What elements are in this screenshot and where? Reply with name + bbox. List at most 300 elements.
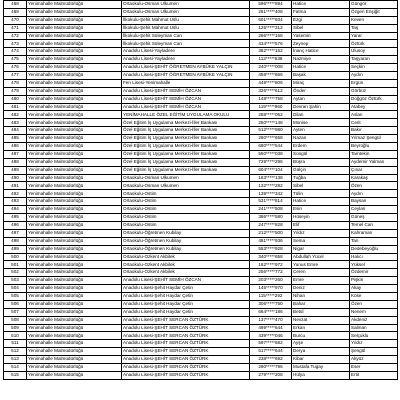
last-name-cell: Temel Can bbox=[350, 221, 398, 229]
first-name-cell: Bahar bbox=[292, 300, 350, 308]
row-number-cell: 513 bbox=[4, 356, 27, 364]
directorate-cell: Yenimahalle Malmüdürlüğü bbox=[27, 8, 122, 16]
first-name-cell: Devran Şahin bbox=[292, 103, 350, 111]
first-name-cell: Sibel bbox=[292, 24, 350, 32]
last-name-cell: Dedebeyoğlu bbox=[350, 245, 398, 253]
first-name-cell: Hatice bbox=[292, 198, 350, 206]
school-cell: İlkokulu-Şehit Mahmut Uslu bbox=[122, 16, 250, 24]
school-cell: İlkokulu-Şehit Mahmut Uslu bbox=[122, 24, 250, 32]
first-name-cell: Abdullah Yücel bbox=[292, 253, 350, 261]
school-cell: Anadolu Lisesi-Şehit Haydar Çetin bbox=[122, 292, 250, 300]
first-name-cell: Esin bbox=[292, 206, 350, 214]
directorate-cell: Yenimahalle Malmüdürlüğü bbox=[27, 24, 122, 32]
directorate-cell: Yenimahalle Malmüdürlüğü bbox=[27, 87, 122, 95]
directorate-cell: Yenimahalle Malmüdürlüğü bbox=[27, 348, 122, 356]
directorate-cell: Yenimahalle Malmüdürlüğü bbox=[27, 32, 122, 40]
row-number-cell: 507 bbox=[4, 308, 27, 316]
id-number-cell: 266*****158 bbox=[250, 32, 292, 40]
school-cell: Ortaokulu-Ozkent Akbilek bbox=[122, 253, 250, 261]
table-row bbox=[4, 72, 398, 80]
row-number-cell: 494 bbox=[4, 206, 27, 214]
id-number-cell: 386*****580 bbox=[250, 214, 292, 222]
last-name-cell: Bakır bbox=[350, 127, 398, 135]
last-name-cell: Ceylan bbox=[350, 206, 398, 214]
last-name-cell: Görbüz bbox=[350, 87, 398, 95]
directorate-cell: Yenimahalle Malmüdürlüğü bbox=[27, 150, 122, 158]
id-number-cell: 260*****658 bbox=[250, 135, 292, 143]
row-number-cell: 484 bbox=[4, 127, 27, 135]
table-row bbox=[4, 237, 398, 245]
first-name-cell: Kibar bbox=[292, 356, 350, 364]
id-number-cell: 137*****470 bbox=[250, 316, 292, 324]
table-row bbox=[4, 150, 398, 158]
directorate-cell: Yenimahalle Malmüdürlüğü bbox=[27, 292, 122, 300]
row-number-cell: 476 bbox=[4, 64, 27, 72]
table-row bbox=[4, 214, 398, 222]
row-number-cell: 504 bbox=[4, 285, 27, 293]
id-number-cell: 597*****682 bbox=[250, 340, 292, 348]
last-name-cell: Yılmaz Şengül bbox=[350, 135, 398, 143]
id-number-cell: 458*****866 bbox=[250, 72, 292, 80]
id-number-cell: 148*****758 bbox=[250, 95, 292, 103]
table-row bbox=[4, 64, 398, 72]
row-number-cell: 515 bbox=[4, 371, 27, 379]
school-cell: Anadolu Lisesi-ŞEHİT SEMİH ÖZCAN bbox=[122, 103, 250, 111]
table-row bbox=[4, 111, 398, 119]
first-name-cell: Nihan bbox=[292, 292, 350, 300]
table-row bbox=[4, 40, 398, 48]
first-name-cell: Sema bbox=[292, 237, 350, 245]
directorate-cell: Yenimahalle Malmüdürlüğü bbox=[27, 174, 122, 182]
first-name-cell: Ceren bbox=[292, 269, 350, 277]
row-number-cell: 498 bbox=[4, 237, 27, 245]
row-number-cell: 473 bbox=[4, 40, 27, 48]
first-name-cell: Gülçin bbox=[292, 166, 350, 174]
id-number-cell: 240*****008 bbox=[250, 64, 292, 72]
table-body bbox=[4, 1, 398, 380]
row-number-cell: 483 bbox=[4, 119, 27, 127]
school-cell: Ortaokulu-Ozkent Akbilek bbox=[122, 261, 250, 269]
table-row bbox=[4, 261, 398, 269]
directorate-cell: Yenimahalle Malmüdürlüğü bbox=[27, 316, 122, 324]
school-cell: Anadolu Lisesi-ŞEHİT SERCAN ÖZTÜRK bbox=[122, 348, 250, 356]
school-cell: Anadolu Lisesi-ŞEHİT SERCAN ÖZTÜRK bbox=[122, 340, 250, 348]
last-name-cell: Aslan bbox=[350, 111, 398, 119]
id-number-cell: 256*****772 bbox=[250, 269, 292, 277]
id-number-cell: 241*****508 bbox=[250, 206, 292, 214]
last-name-cell: Ertit bbox=[350, 371, 398, 379]
row-number-cell: 492 bbox=[4, 190, 27, 198]
directorate-cell: Yenimahalle Malmüdürlüğü bbox=[27, 363, 122, 371]
last-name-cell: Selçuklu bbox=[350, 332, 398, 340]
school-cell: Özel Eğitim İş Uygulama Merkezi-İller Bankası bbox=[122, 143, 250, 151]
last-name-cell: Güneş bbox=[350, 214, 398, 222]
directorate-cell: Yenimahalle Malmüdürlüğü bbox=[27, 308, 122, 316]
table-row bbox=[4, 348, 398, 356]
school-cell: Anadolu Lisesi-Şehit Haydar Çetin bbox=[122, 300, 250, 308]
directorate-cell: Yenimahalle Malmüdürlüğü bbox=[27, 1, 122, 9]
table-row bbox=[4, 206, 398, 214]
table-row bbox=[4, 340, 398, 348]
school-cell: Anadolu Lisesi-ŞEHİT SERCAN ÖZTÜRK bbox=[122, 324, 250, 332]
id-number-cell: 115*****292 bbox=[250, 292, 292, 300]
school-cell: Ortaokulu-Ostim bbox=[122, 214, 250, 222]
row-number-cell: 503 bbox=[4, 277, 27, 285]
school-cell: Özel Eğitim İş Uygulama Merkezi-İller Bankası bbox=[122, 150, 250, 158]
id-number-cell: 596*****894 bbox=[250, 1, 292, 9]
first-name-cell: Miraç bbox=[292, 79, 350, 87]
last-name-cell: Aydemir Yalman bbox=[350, 158, 398, 166]
row-number-cell: 482 bbox=[4, 111, 27, 119]
id-number-cell: 290*****796 bbox=[250, 363, 292, 371]
last-name-cell: Keven bbox=[350, 16, 398, 24]
row-number-cell: 478 bbox=[4, 79, 27, 87]
table-row bbox=[4, 166, 398, 174]
id-number-cell: 449*****806 bbox=[250, 79, 292, 87]
table-row bbox=[4, 95, 398, 103]
first-name-cell: Sibel bbox=[292, 182, 350, 190]
row-number-cell: 511 bbox=[4, 340, 27, 348]
first-name-cell: Ezgi bbox=[292, 16, 350, 24]
row-number-cell: 502 bbox=[4, 269, 27, 277]
directorate-cell: Yenimahalle Malmüdürlüğü bbox=[27, 95, 122, 103]
row-number-cell: 477 bbox=[4, 72, 27, 80]
last-name-cell: Cerit bbox=[350, 119, 398, 127]
first-name-cell: Hatice bbox=[292, 64, 350, 72]
first-name-cell: Betül bbox=[292, 308, 350, 316]
first-name-cell: Fatma bbox=[292, 8, 350, 16]
table-row bbox=[4, 363, 398, 371]
directorate-cell: Yenimahalle Malmüdürlüğü bbox=[27, 285, 122, 293]
first-name-cell: Mustafa Tugay bbox=[292, 363, 350, 371]
school-cell: Ortaokulu-Ostim bbox=[122, 198, 250, 206]
table-row bbox=[4, 371, 398, 379]
last-name-cell: Özgen Enşiğit bbox=[350, 8, 398, 16]
table-row bbox=[4, 56, 398, 64]
table-row bbox=[4, 277, 398, 285]
directorate-cell: Yenimahalle Malmüdürlüğü bbox=[27, 245, 122, 253]
last-name-cell: Akyüz bbox=[350, 356, 398, 364]
directorate-cell: Yenimahalle Malmüdürlüğü bbox=[27, 182, 122, 190]
directorate-cell: Yenimahalle Malmüdürlüğü bbox=[27, 190, 122, 198]
first-name-cell: Büşra bbox=[292, 158, 350, 166]
last-name-cell: Özen bbox=[350, 182, 398, 190]
last-name-cell: Öztürk bbox=[350, 40, 398, 48]
last-name-cell: Taşyaran bbox=[350, 56, 398, 64]
last-name-cell: Özdemir bbox=[350, 269, 398, 277]
row-number-cell: 474 bbox=[4, 48, 27, 56]
school-cell: Anadolu Lisesi-Şehit Haydar Çetin bbox=[122, 308, 250, 316]
first-name-cell: Hülya bbox=[292, 371, 350, 379]
last-name-cell: Akdeniz bbox=[350, 316, 398, 324]
last-name-cell: Taş bbox=[350, 24, 398, 32]
last-name-cell: Tamtekin bbox=[350, 150, 398, 158]
table-row bbox=[4, 300, 398, 308]
table-row bbox=[4, 308, 398, 316]
directorate-cell: Yenimahalle Malmüdürlüğü bbox=[27, 340, 122, 348]
table-row bbox=[4, 135, 398, 143]
directorate-cell: Yenimahalle Malmüdürlüğü bbox=[27, 79, 122, 87]
last-name-cell: Salman bbox=[350, 324, 398, 332]
school-cell: Ortaokulu-Osman Ulkumen bbox=[122, 1, 250, 9]
school-cell: Ortaokulu-Osman Ulkumen bbox=[122, 8, 250, 16]
id-number-cell: 125*****312 bbox=[250, 24, 292, 32]
school-cell: YENİMAHALLE ÖZEL EĞİTİM UYGULAMA OKULU bbox=[122, 111, 250, 119]
row-number-cell: 488 bbox=[4, 158, 27, 166]
school-cell: İlkokulu-Şehit Süleyman Can bbox=[122, 32, 250, 40]
school-cell: Ortaokulu-Ostim bbox=[122, 221, 250, 229]
first-name-cell: Önder bbox=[292, 87, 350, 95]
row-number-cell: 500 bbox=[4, 253, 27, 261]
directorate-cell: Yenimahalle Malmüdürlüğü bbox=[27, 261, 122, 269]
id-number-cell: 517*****644 bbox=[250, 348, 292, 356]
id-number-cell: 604*****104 bbox=[250, 166, 292, 174]
id-number-cell: 132*****282 bbox=[250, 182, 292, 190]
row-number-cell: 501 bbox=[4, 261, 27, 269]
school-cell: Özel Eğitim İş Uygulama Merkezi-İller Bankası bbox=[122, 158, 250, 166]
directorate-cell: Yenimahalle Malmüdürlüğü bbox=[27, 135, 122, 143]
directorate-cell: Yenimahalle Malmüdürlüğü bbox=[27, 56, 122, 64]
last-name-cell: Ulusoy bbox=[350, 48, 398, 56]
school-cell: Ortaokulu-Osman Ulkumen bbox=[122, 182, 250, 190]
directorate-cell: Yenimahalle Malmüdürlüğü bbox=[27, 40, 122, 48]
table-row bbox=[4, 269, 398, 277]
directorate-cell: Yenimahalle Malmüdürlüğü bbox=[27, 356, 122, 364]
id-number-cell: 439*****046 bbox=[250, 332, 292, 340]
first-name-cell: Erkan bbox=[292, 324, 350, 332]
row-number-cell: 496 bbox=[4, 221, 27, 229]
table-row bbox=[4, 229, 398, 237]
id-number-cell: 119*****960 bbox=[250, 103, 292, 111]
first-name-cell: Nigar bbox=[292, 245, 350, 253]
first-name-cell: Aytan bbox=[292, 95, 350, 103]
table-row bbox=[4, 292, 398, 300]
row-number-cell: 470 bbox=[4, 16, 27, 24]
id-number-cell: 729*****296 bbox=[250, 158, 292, 166]
last-name-cell: Nenem bbox=[350, 308, 398, 316]
first-name-cell: Tülin bbox=[292, 190, 350, 198]
row-number-cell: 497 bbox=[4, 229, 27, 237]
table-row bbox=[4, 190, 398, 198]
personnel-table bbox=[3, 0, 398, 380]
row-number-cell: 510 bbox=[4, 332, 27, 340]
table-row bbox=[4, 253, 398, 261]
table-row bbox=[4, 332, 398, 340]
last-name-cell: Baysan bbox=[350, 198, 398, 206]
table-row bbox=[4, 221, 398, 229]
id-number-cell: 512*****980 bbox=[250, 127, 292, 135]
row-number-cell: 475 bbox=[4, 56, 27, 64]
first-name-cell: Ayten bbox=[292, 127, 350, 135]
school-cell: Ortaokulu-Öğretmen Kubilay bbox=[122, 245, 250, 253]
last-name-cell: Aydın bbox=[350, 190, 398, 198]
first-name-cell: Nevzat bbox=[292, 316, 350, 324]
directorate-cell: Yenimahalle Malmüdürlüğü bbox=[27, 332, 122, 340]
last-name-cell: Çınar bbox=[350, 166, 398, 174]
directorate-cell: Yenimahalle Malmüdürlüğü bbox=[27, 277, 122, 285]
row-number-cell: 505 bbox=[4, 292, 27, 300]
table-row bbox=[4, 103, 398, 111]
first-name-cell: Yunus Emre bbox=[292, 261, 350, 269]
id-number-cell: 306*****750 bbox=[250, 300, 292, 308]
first-name-cell: Tuğba bbox=[292, 174, 350, 182]
row-number-cell: 491 bbox=[4, 182, 27, 190]
school-cell: Anadolu Lisesi-ŞEHİT ÖĞRETMEN AYBÜKE YALÇIN bbox=[122, 64, 250, 72]
last-name-cell: Özen bbox=[350, 300, 398, 308]
directorate-cell: Yenimahalle Malmüdürlüğü bbox=[27, 119, 122, 127]
id-number-cell: 664*****186 bbox=[250, 308, 292, 316]
first-name-cell: Derya bbox=[292, 348, 350, 356]
last-name-cell: Güngör bbox=[350, 1, 398, 9]
row-number-cell: 479 bbox=[4, 87, 27, 95]
id-number-cell: 499*****644 bbox=[250, 324, 292, 332]
row-number-cell: 509 bbox=[4, 324, 27, 332]
first-name-cell: Münise bbox=[292, 119, 350, 127]
school-cell: Anadolu Lisesi-ŞEHİT ÖĞRETMEN AYBÜKE YALÇIN bbox=[122, 72, 250, 80]
table-row bbox=[4, 316, 398, 324]
table-row bbox=[4, 143, 398, 151]
id-number-cell: 481*****936 bbox=[250, 237, 292, 245]
table-row bbox=[4, 356, 398, 364]
first-name-cell: İnanç Hatice bbox=[292, 48, 350, 56]
table-row bbox=[4, 119, 398, 127]
row-number-cell: 468 bbox=[4, 1, 27, 9]
last-name-cell: Akay bbox=[350, 285, 398, 293]
id-number-cell: 212*****500 bbox=[250, 229, 292, 237]
directorate-cell: Yenimahalle Malmüdürlüğü bbox=[27, 371, 122, 379]
directorate-cell: Yenimahalle Malmüdürlüğü bbox=[27, 48, 122, 56]
row-number-cell: 514 bbox=[4, 363, 27, 371]
row-number-cell: 489 bbox=[4, 166, 27, 174]
first-name-cell: Yıldız bbox=[292, 229, 350, 237]
id-number-cell: 162*****972 bbox=[250, 261, 292, 269]
row-number-cell: 495 bbox=[4, 214, 27, 222]
directorate-cell: Yenimahalle Malmüdürlüğü bbox=[27, 300, 122, 308]
last-name-cell: Kahraman bbox=[350, 229, 398, 237]
table-row bbox=[4, 24, 398, 32]
first-name-cell: Deniz bbox=[292, 285, 350, 293]
last-name-cell: Yüksel bbox=[350, 261, 398, 269]
id-number-cell: 531*****814 bbox=[250, 198, 292, 206]
id-number-cell: 261*****408 bbox=[250, 8, 292, 16]
id-number-cell: 550*****038 bbox=[250, 150, 292, 158]
school-cell: Özel Eğitim İş Uygulama Merkezi-İller Bankası bbox=[122, 127, 250, 135]
directorate-cell: Yenimahalle Malmüdürlüğü bbox=[27, 127, 122, 135]
id-number-cell: 250*****148 bbox=[250, 119, 292, 127]
id-number-cell: 680*****544 bbox=[250, 143, 292, 151]
last-name-cell: Tan bbox=[350, 237, 398, 245]
first-name-cell: Nazan bbox=[292, 135, 350, 143]
first-name-cell: Songül bbox=[292, 150, 350, 158]
first-name-cell: Burcu bbox=[292, 332, 350, 340]
school-cell: Anadolu Lisesi-ŞEHİT SERCAN ÖZTÜRK bbox=[122, 371, 250, 379]
school-cell: Fen Lisesi-Yenimahalle bbox=[122, 79, 250, 87]
directorate-cell: Yenimahalle Malmüdürlüğü bbox=[27, 237, 122, 245]
school-cell: Ortaokulu-Ostim bbox=[122, 206, 250, 214]
table-row bbox=[4, 87, 398, 95]
school-cell: Anadolu Lisesi-ŞEHİT SERCAN ÖZTÜRK bbox=[122, 363, 250, 371]
school-cell: Ortaokulu-Ozkent Akbilek bbox=[122, 269, 250, 277]
last-name-cell: Seçkin bbox=[350, 64, 398, 72]
last-name-cell: Doğgöz Öztürk bbox=[350, 95, 398, 103]
school-cell: Ortaokulu-Osman Ulkumen bbox=[122, 174, 250, 182]
row-number-cell: 485 bbox=[4, 135, 27, 143]
school-cell: Anadolu Lisesi-Yayladere bbox=[122, 56, 250, 64]
directorate-cell: Yenimahalle Malmüdürlüğü bbox=[27, 214, 122, 222]
table-row bbox=[4, 48, 398, 56]
first-name-cell: Başak bbox=[292, 72, 350, 80]
directorate-cell: Yenimahalle Malmüdürlüğü bbox=[27, 198, 122, 206]
id-number-cell: 238*****692 bbox=[250, 356, 292, 364]
school-cell: Anadolu Lisesi-ŞEHİT SERCAN ÖZTÜRK bbox=[122, 316, 250, 324]
id-number-cell: 434*****576 bbox=[250, 40, 292, 48]
table-row bbox=[4, 182, 398, 190]
last-name-cell: Atabey bbox=[350, 103, 398, 111]
directorate-cell: Yenimahalle Malmüdürlüğü bbox=[27, 221, 122, 229]
row-number-cell: 469 bbox=[4, 8, 27, 16]
last-name-cell: Pişkin bbox=[350, 277, 398, 285]
school-cell: Anadolu Lisesi-ŞEHİT SEMİH ÖZCAN bbox=[122, 95, 250, 103]
id-number-cell: 247*****828 bbox=[250, 221, 292, 229]
school-cell: Özel Eğitim İş Uygulama Merkezi-İller Bankası bbox=[122, 135, 250, 143]
id-number-cell: 113*****538 bbox=[250, 56, 292, 64]
school-cell: Anadolu Lisesi-ŞEHİT SERCAN ÖZTÜRK bbox=[122, 332, 250, 340]
row-number-cell: 499 bbox=[4, 245, 27, 253]
school-cell: Anadolu Lisesi-ŞEHİT SEMİH ÖZCAN bbox=[122, 277, 250, 285]
first-name-cell: Hatice bbox=[292, 1, 350, 9]
school-cell: Özel Eğitim İş Uygulama Merkezi-İller Bankası bbox=[122, 119, 250, 127]
first-name-cell: Zeynep bbox=[292, 40, 350, 48]
directorate-cell: Yenimahalle Malmüdürlüğü bbox=[27, 111, 122, 119]
directorate-cell: Yenimahalle Malmüdürlüğü bbox=[27, 269, 122, 277]
first-name-cell: Yasemin bbox=[292, 32, 350, 40]
row-number-cell: 490 bbox=[4, 174, 27, 182]
school-cell: Anadolu Lisesi-ŞEHİT SEMİH ÖZCAN bbox=[122, 87, 250, 95]
id-number-cell: 163*****138 bbox=[250, 174, 292, 182]
school-cell: Anadolu Lisesi-Şehit Haydar Çetin bbox=[122, 285, 250, 293]
school-cell: Anadolu Lisesi-ŞEHİT SERCAN ÖZTÜRK bbox=[122, 356, 250, 364]
row-number-cell: 493 bbox=[4, 198, 27, 206]
table-row bbox=[4, 324, 398, 332]
school-cell: Anadolu Lisesi-Yayladere bbox=[122, 48, 250, 56]
last-name-cell: Köse bbox=[350, 292, 398, 300]
last-name-cell: Eser bbox=[350, 363, 398, 371]
first-name-cell: Dilan bbox=[292, 111, 350, 119]
row-number-cell: 512 bbox=[4, 348, 27, 356]
last-name-cell: Ergün bbox=[350, 79, 398, 87]
first-name-cell: Erdem bbox=[292, 143, 350, 151]
row-number-cell: 508 bbox=[4, 316, 27, 324]
row-number-cell: 480 bbox=[4, 95, 27, 103]
last-name-cell: Aydın bbox=[350, 72, 398, 80]
id-number-cell: 203*****260 bbox=[250, 277, 292, 285]
directorate-cell: Yenimahalle Malmüdürlüğü bbox=[27, 324, 122, 332]
table-row bbox=[4, 127, 398, 135]
row-number-cell: 486 bbox=[4, 143, 27, 151]
directorate-cell: Yenimahalle Malmüdürlüğü bbox=[27, 253, 122, 261]
table-row bbox=[4, 245, 398, 253]
directorate-cell: Yenimahalle Malmüdürlüğü bbox=[27, 206, 122, 214]
last-name-cell: Karakaş bbox=[350, 174, 398, 182]
table-row bbox=[4, 1, 398, 9]
directorate-cell: Yenimahalle Malmüdürlüğü bbox=[27, 16, 122, 24]
id-number-cell: 382*****152 bbox=[250, 48, 292, 56]
id-number-cell: 553*****928 bbox=[250, 245, 292, 253]
directorate-cell: Yenimahalle Malmüdürlüğü bbox=[27, 143, 122, 151]
directorate-cell: Yenimahalle Malmüdürlüğü bbox=[27, 158, 122, 166]
id-number-cell: 601*****934 bbox=[250, 16, 292, 24]
id-number-cell: 340*****658 bbox=[250, 253, 292, 261]
